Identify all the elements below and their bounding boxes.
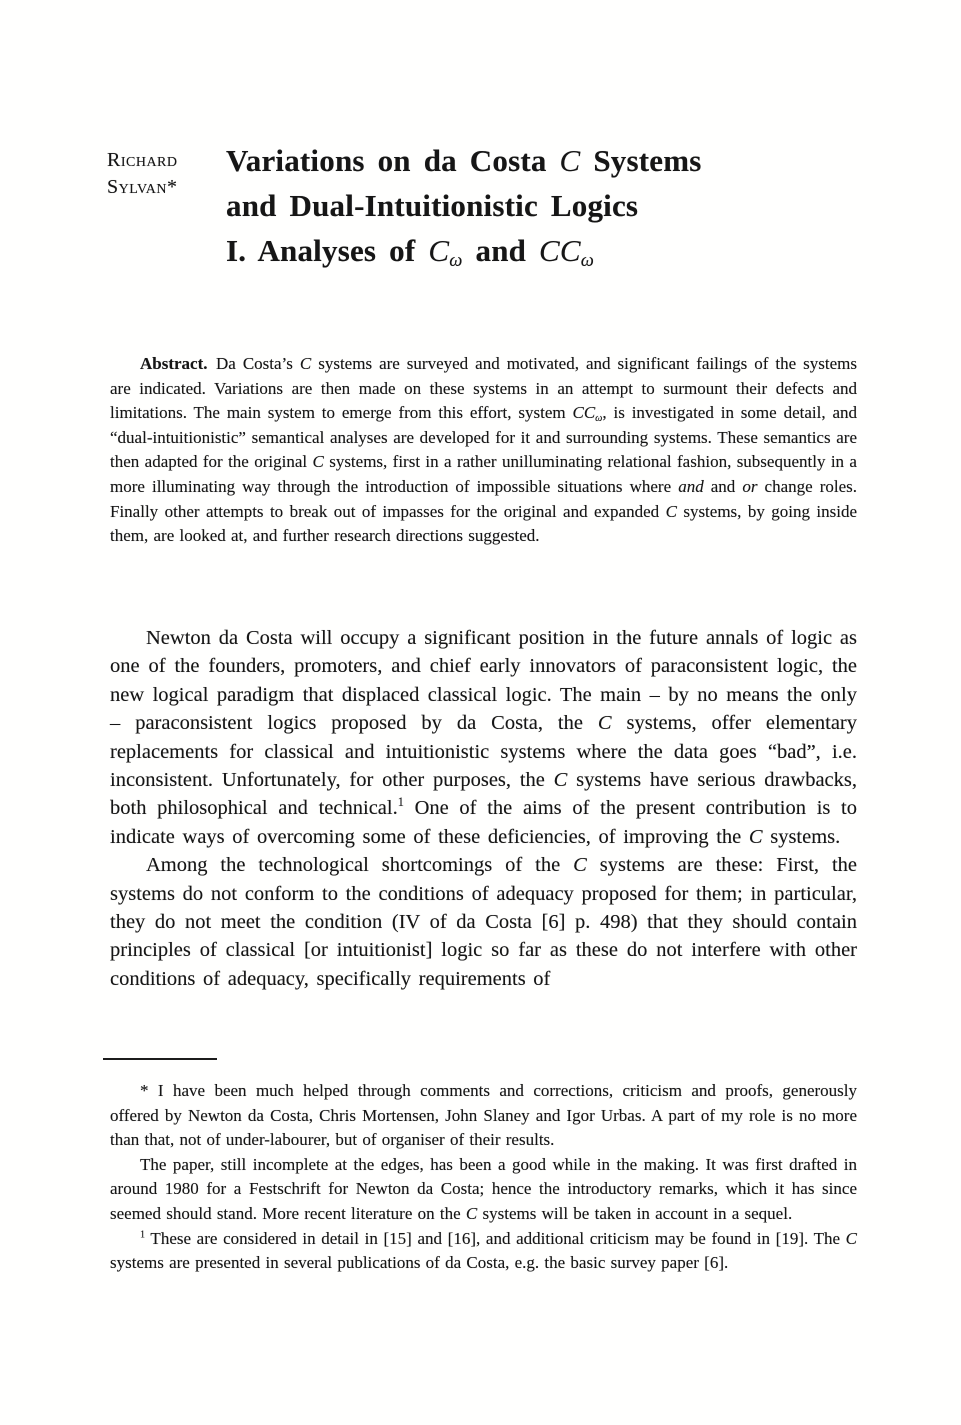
author-name — [107, 147, 209, 201]
footnotes-section — [110, 1079, 857, 1276]
footnote-1: $^1$ These are considered in detail in [15] and [16], and additional criticism may be found in [19]. The C systems are presented in several publications of da Costa, e.g. the basic survey paper [6]. — [110, 1228, 857, 1273]
paper-heading — [107, 138, 702, 273]
title-line-1: Variations on da Costa C Systems — [226, 143, 702, 178]
body-paragraph-2: Among the technological shortcomings of the C systems are these: First, the systems do not conform to the conditions of adequacy proposed for them; in particular, they do not meet the condition (IV of da Costa [6] p. 498) that they should contain principles of classical [or intuitionist] logic so far as these do not interfere with other conditions of adequacy, specifically requirements of — [110, 854, 858, 990]
title-line-2: and Dual-Intuitionistic Logics — [226, 188, 639, 223]
abstract-text: Abstract. Da Costa’s C systems are surveyed and motivated, and significant failings of the systems are indicated. Variations are then made on these systems in an attempt to surmount their defects and limitations. The main system to emerge from this effort, system $CC_\omega$, is investigated in some detail, and “dual-intuitionistic” semantical analyses are developed for it and surrounding systems. These semantics are then adapted for the original C systems, first in a rather unilluminating relational fashion, subsequently in a more illuminating way through the introduction of impossible situations where and and or change roles. Finally other attempts to break out of impasses for the original and expanded C systems, by going inside them, are looked at, and further research directions suggested. — [110, 354, 858, 546]
footnote-star-continuation: The paper, still incomplete at the edges, has been a good while in the making. It was first drafted in around 1980 for a Festschrift for Newton da Costa; hence the introductory remarks, which it has since seemed should stand. More recent literature on the C systems will be taken in account in a sequel. — [110, 1154, 857, 1223]
body-paragraph-1: Newton da Costa will occupy a significant position in the future annals of logic as one of the founders, promoters, and chief early innovators of paraconsistent logic, the new logical paradigm that displaced classical logic. The main – by no means the only – paraconsistent logics proposed by da Costa, the C systems, offer elementary replacements for classical and intuitionistic systems where the data goes “bad”, i.e. inconsistent. Unfortunately, for other purposes, the C systems have serious drawbacks, both philosophical and technical.$^1$ One of the aims of the present contribution is to indicate ways of overcoming some of these deficiencies, of improving the C systems. — [110, 627, 858, 848]
footnote-star: * I have been much helped through comments and corrections, criticism and proofs, generously offered by Newton da Costa, Chris Mortensen, John Slaney and Igor Urbas. A part of my role is no more than that, not of under-labourer, but of organiser of their results. — [110, 1081, 857, 1150]
author-first-name: Richard — [107, 149, 178, 171]
title-line-3: I. Analyses of $C_\omega$ and $CC_\omega$ — [226, 233, 595, 272]
footnote-separator — [103, 1058, 217, 1060]
author-last-name: Sylvan* — [107, 176, 178, 198]
page-title — [226, 138, 702, 273]
article-body — [110, 624, 857, 993]
